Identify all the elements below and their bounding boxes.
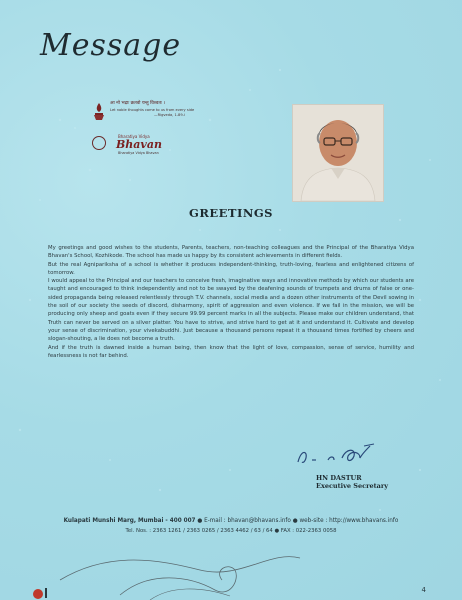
lamp-emblem-icon: [92, 102, 106, 122]
brand-subtitle: Bharatiya Vidya Bhavan: [118, 151, 159, 155]
decorative-swirl: [0, 540, 462, 600]
page-number: 4: [421, 586, 426, 594]
message-body: [48, 244, 414, 360]
body-paragraph: And if the truth is dawned inside a human being, then know that the light of love, compassion, sense of service, humility and fearlessness is not far behind.: [48, 344, 414, 359]
body-paragraph: But the real Agnipariksha of a school is whether it produces independent-thinking, truth-loving, fearless and enlightened citizens of tomorrow.: [48, 261, 414, 276]
handwritten-signature: [294, 440, 394, 470]
brand-name: Bhavan: [116, 138, 162, 151]
body-paragraph: My greetings and good wishes to the students, Parents, teachers, non-teaching colleagues and the Principal of the Bharatiya Vidya Bhavan's School, Kozhikode. The school has made us happy by its consistent achievements in different fields.: [48, 245, 414, 260]
school-motto-logo: [92, 100, 195, 128]
motto-sanskrit: आ नो भद्राः क्रतवो यन्तु विश्वतः ।: [110, 101, 166, 106]
signatory-designation: Executive Secretary: [316, 482, 389, 490]
page-title: Message: [40, 28, 182, 63]
footer-address: Kulapati Munshi Marg, Mumbai - 400 007: [63, 518, 196, 524]
footer-tel: Tel. Nos. : 2363 1261 / 2363 0265 / 2363 4462 / 63 / 64: [125, 528, 273, 534]
footer-email: ● E-mail : bhavan@bhavans.info: [197, 518, 291, 524]
footer-fax: ● FAX : 022-2363 0058: [274, 528, 337, 534]
body-paragraph: I would appeal to the Principal and our teachers to conceive fresh, imaginative ways and innovative methods by which our students are taught and encouraged to think independently and not to be swayed by the deafening sounds of trumpets and drums of false or one-sided propaganda being released relentlessly through T.V. channels, social media and a dozen other instruments of the Devil sowing in the soil of our society the seeds of discord, disharmony, spirit of aggression and even violence. If we fail in the mission, we will be producing only sheep and goats even if they secure 99.99 percent marks in all the subjects. Please make our children understand, that Truth can never be served on a silver platter. You have to strive, and strive hard to get at it and understand it. Cultivate and develop your sense of discrimination, your vivekabuddhi. Just because a thousand persons repeat it a thousand times fortified by cheers and slogan-shouting, a lie does not become a truth.: [48, 278, 414, 343]
bhavan-logo: [92, 136, 182, 160]
portrait-illustration: [293, 105, 383, 201]
portrait-photo: [292, 104, 384, 202]
footer-website: ● web-site : http://www.bhavans.info: [292, 518, 399, 524]
greetings-heading: GREETINGS: [189, 206, 273, 220]
bottom-logo-icon: [33, 588, 47, 599]
motto-english: Let noble thoughts come to us from every side: [110, 108, 195, 112]
motto-source: —Rigveda, 1-89-i: [154, 113, 185, 117]
footer-contact-line: [0, 528, 462, 534]
brand-small-text: Bharatiya Vidya: [118, 134, 150, 139]
footer-address-line: [0, 518, 462, 524]
signatory-name: HN DASTUR: [316, 474, 362, 482]
seal-icon: [92, 136, 106, 150]
